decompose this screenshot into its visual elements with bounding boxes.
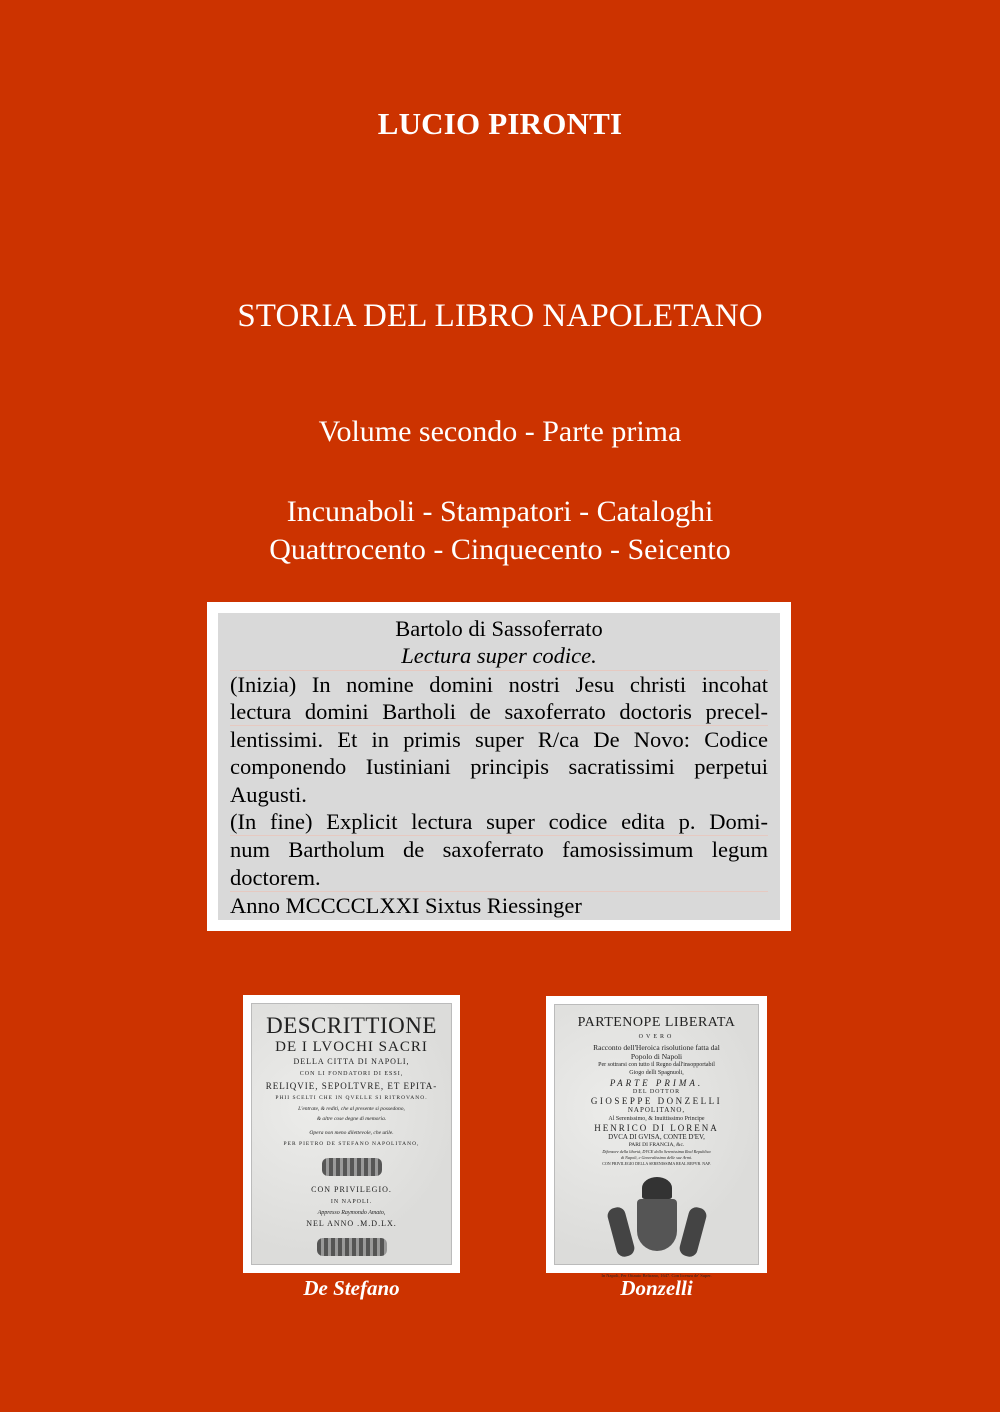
plate-line: Giogo delli Spagnuoli, xyxy=(629,1070,684,1076)
plate-line: PARTE PRIMA. xyxy=(609,1078,704,1088)
plate-line: Per sottrarsi con tutto il Regno dall'insopportabil xyxy=(598,1062,715,1068)
plate-donzelli xyxy=(546,996,767,1278)
plate-line: PER PIETRO DE STEFANO NAPOLITANO, xyxy=(283,1141,420,1147)
subjects-line-1: Incunaboli - Stampatori - Cataloghi xyxy=(286,495,714,528)
plate-line: NEL ANNO .M.D.LX. xyxy=(306,1219,397,1228)
plate-line: CON PRIVILEGIO DELLA SERENISSIMA REAL REPVB. NAP. xyxy=(602,1161,711,1166)
quote-incipit-line: (Inizia) In nomine domini nostri Jesu christi incohat xyxy=(230,671,768,697)
quote-subheading: Lectura super codice. xyxy=(230,642,768,670)
author-name: LUCIO PIRONTI xyxy=(377,106,623,141)
plate-line: Difensore della libertà, DVCE della Serenissima Real Republica xyxy=(602,1149,711,1154)
plate-line: Al Serenissimo, & Inuittissimo Principe xyxy=(608,1116,705,1122)
plate-line: CON PRIVILEGIO. xyxy=(311,1185,392,1194)
plate-line: DE I LVOCHI SACRI xyxy=(275,1039,428,1055)
quote-incipit-line: lectura domini Bartholi de saxoferrato doctoris precel- xyxy=(230,698,768,726)
quote-box xyxy=(207,602,791,931)
quote-incipit-last: Augusti. xyxy=(230,781,307,807)
plate-line: Appresso Raymondo Amato, xyxy=(317,1210,386,1216)
subjects xyxy=(0,493,1000,569)
title-page-image xyxy=(554,1004,759,1278)
plate-line: Popolo di Napoli xyxy=(630,1052,683,1061)
plate-line: OVERO xyxy=(638,1034,675,1040)
quote-explicit-line: (In fine) Explicit lectura super codice edita p. Domi- xyxy=(230,808,768,836)
plate-line: GIOSEPPE DONZELLI xyxy=(590,1096,723,1106)
caption-de-stefano: De Stefano xyxy=(303,1276,400,1300)
plate-line: PARI DI FRANCIA, &c. xyxy=(628,1142,685,1148)
quote-incipit-line: componendo Iustiniani principis sacratissimi perpetui xyxy=(230,754,768,780)
title-page-image xyxy=(251,1003,452,1265)
plate-line: & altre cose degne di memoria. xyxy=(316,1116,387,1122)
plate-line: DELLA CITTA DI NAPOLI, xyxy=(293,1057,410,1066)
quote-incipit-line: lentissimi. Et in primis super R/ca De Novo: Codice xyxy=(230,727,768,753)
quote-explicit-last: doctorem. xyxy=(230,864,768,892)
plate-line: PHII SCELTI CHE IN QVELLE SI RITROVANO. xyxy=(275,1095,428,1101)
quote-heading: Bartolo di Sassoferrato xyxy=(395,616,603,641)
plate-de-stefano xyxy=(243,995,460,1273)
ornament-icon xyxy=(322,1158,382,1176)
quote-colophon: Anno MCCCCLXXI Sixtus Riessinger xyxy=(230,892,582,918)
book-title: STORIA DEL LIBRO NAPOLETANO xyxy=(237,298,763,334)
plate-line: DESCRITTIONE xyxy=(266,1013,437,1038)
plate-line: DEL DOTTOR xyxy=(632,1089,681,1095)
plate-line: Opera non meno dilettevole, che utile. xyxy=(309,1130,394,1136)
plate-line: IN NAPOLI. xyxy=(330,1199,373,1205)
plate-line: Racconto dell'Heroica risolutione fatta dal xyxy=(593,1043,720,1052)
plate-line: PARTENOPE LIBERATA xyxy=(577,1015,736,1030)
quote-explicit-line: num Bartholum de saxoferrato famosissimum legum xyxy=(230,837,768,863)
quote-content xyxy=(218,613,780,920)
caption-donzelli: Donzelli xyxy=(620,1276,693,1300)
plate-line: NAPOLITANO, xyxy=(627,1106,686,1114)
plate-line: CON LI FONDATORI DI ESSI, xyxy=(299,1071,404,1077)
plate-line: di Napoli, e Generalissimo delle sue Armi. xyxy=(620,1155,693,1160)
plate-line: L'entrate, & rediti, che al presente si possedono, xyxy=(298,1106,405,1112)
volume-label: Volume secondo - Parte prima xyxy=(318,415,682,448)
ornament-icon xyxy=(317,1238,387,1256)
coat-of-arms-icon xyxy=(602,1177,712,1267)
subjects-line-2: Quattrocento - Cinquecento - Seicento xyxy=(269,533,731,566)
plate-line: In Napoli, Per Ottauio Beltrano, 1647. Con licenza de' Super. xyxy=(601,1273,712,1278)
plate-line: DVCA DI GVISA, CONTE D'EV, xyxy=(608,1133,705,1141)
plate-line: RELIQVIE, SEPOLTVRE, ET EPITA- xyxy=(265,1081,438,1091)
plate-line: HENRICO DI LORENA xyxy=(594,1123,719,1133)
